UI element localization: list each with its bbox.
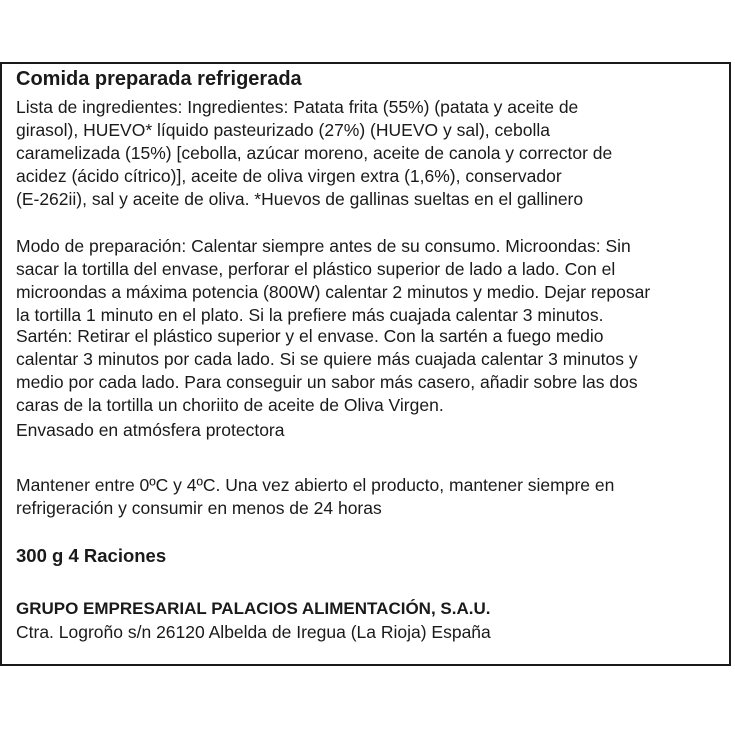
preparation-line: microondas a máxima potencia (800W) calentar 2 minutos y medio. Dejar reposar [16, 282, 651, 302]
preparation-line: calentar 3 minutos por cada lado. Si se quiere más cuajada calentar 3 minutos y [16, 349, 638, 369]
company-name: GRUPO EMPRESARIAL PALACIOS ALIMENTACIÓN, S.A.U. [16, 599, 491, 618]
preparation-line: Modo de preparación: Calentar siempre antes de su consumo. Microondas: Sin [16, 236, 631, 256]
ingredients-line: acidez (ácido cítrico)], aceite de oliva virgen extra (1,6%), conservador [16, 166, 562, 186]
ingredients-line: girasol), HUEVO* líquido pasteurizado (27%) (HUEVO y sal), cebolla [16, 120, 550, 140]
ingredients-line: Lista de ingredientes: Ingredientes: Patata frita (55%) (patata y aceite de [16, 97, 579, 117]
preparation-line: sacar la tortilla del envase, perforar el plástico superior de lado a lado. Con el [16, 259, 616, 279]
ingredients-line: (E-262ii), sal y aceite de oliva. *Huevos de gallinas sueltas en el gallinero [16, 189, 584, 209]
storage-line: Mantener entre 0ºC y 4ºC. Una vez abierto el producto, mantener siempre en [16, 475, 615, 495]
preparation-line: medio por cada lado. Para conseguir un sabor más casero, añadir sobre las dos [16, 372, 638, 392]
packaging-atmosphere-text: Envasado en atmósfera protectora [16, 420, 285, 440]
preparation-line: Sartén: Retirar el plástico superior y el envase. Con la sartén a fuego medio [16, 326, 604, 346]
ingredients-line: caramelizada (15%) [cebolla, azúcar moreno, aceite de canola y corrector de [16, 143, 613, 163]
storage-line: refrigeración y consumir en menos de 24 horas [16, 498, 382, 518]
product-title: Comida preparada refrigerada [16, 68, 302, 90]
preparation-line: la tortilla 1 minuto en el plato. Si la prefiere más cuajada calentar 3 minutos. [16, 305, 604, 325]
preparation-line: caras de la tortilla un choriito de aceite de Oliva Virgen. [16, 395, 444, 415]
net-quantity: 300 g 4 Raciones [16, 545, 167, 566]
company-address: Ctra. Logroño s/n 26120 Albelda de Iregua (La Rioja) España [16, 622, 491, 642]
